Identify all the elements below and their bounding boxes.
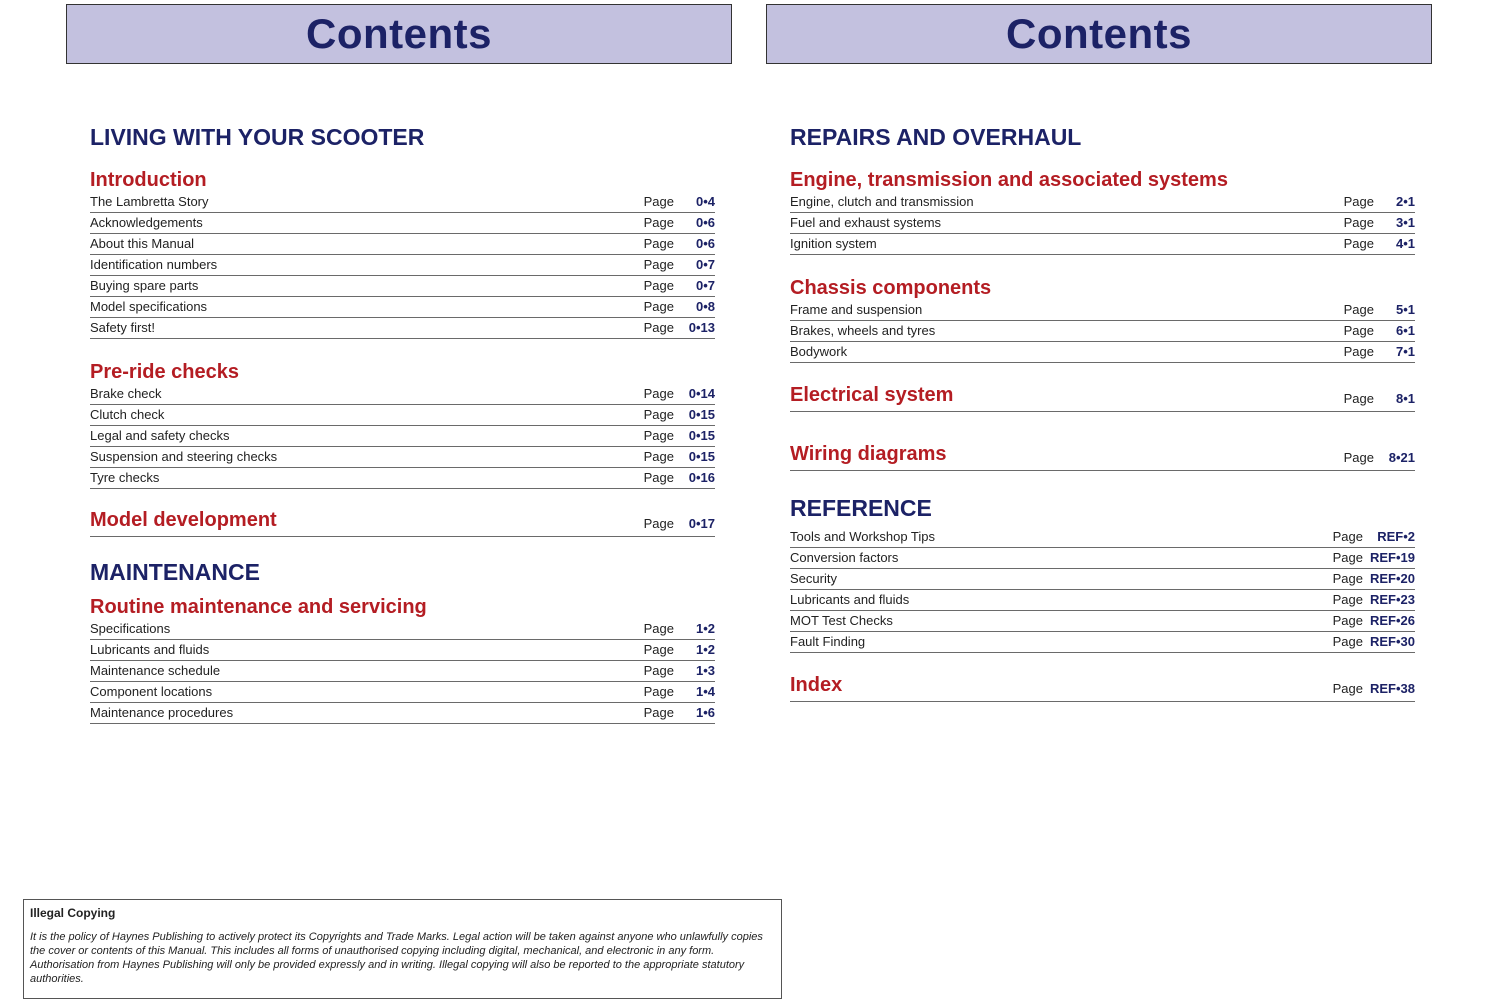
section-title-electrical: Electrical system	[790, 384, 954, 406]
page-word: Page	[1332, 550, 1363, 565]
page-word: Page	[643, 215, 674, 230]
contents-banner-left	[66, 4, 732, 64]
left-column	[90, 118, 715, 724]
toc-row[interactable]	[790, 321, 1415, 342]
toc-row-index[interactable]	[790, 673, 1415, 702]
toc-row[interactable]	[790, 548, 1415, 569]
page-number: 7•1	[1395, 344, 1415, 359]
page-number: 0•15	[688, 449, 715, 464]
part-heading: LIVING WITH YOUR SCOOTER	[90, 124, 425, 150]
page-word: Page	[643, 257, 674, 272]
page-word: Page	[643, 663, 674, 678]
toc-label: Specifications	[90, 621, 171, 636]
page-number: REF•2	[1377, 529, 1415, 544]
toc-label: Identification numbers	[90, 257, 218, 272]
toc-row[interactable]	[90, 213, 715, 234]
page-word: Page	[1343, 215, 1374, 230]
toc-label: Tools and Workshop Tips	[790, 529, 935, 544]
toc-label: Buying spare parts	[90, 278, 199, 293]
page-number: 1•3	[695, 663, 715, 678]
part-heading: REFERENCE	[790, 495, 932, 521]
page-word: Page	[1332, 592, 1363, 607]
page-word: Page	[643, 278, 674, 293]
page-number: 8•1	[1395, 391, 1415, 406]
page-word: Page	[1343, 391, 1374, 406]
section-preride	[90, 384, 715, 489]
banner-title: Contents	[306, 10, 492, 57]
toc-label: Engine, clutch and transmission	[790, 194, 974, 209]
page-word: Page	[643, 642, 674, 657]
page-number: 0•7	[695, 278, 715, 293]
page-number: 0•8	[695, 299, 715, 314]
page-number: REF•20	[1369, 571, 1415, 586]
toc-label: The Lambretta Story	[90, 194, 209, 209]
toc-label: Suspension and steering checks	[90, 449, 278, 464]
page-number: 1•2	[695, 642, 715, 657]
section-title-preride: Pre-ride checks	[90, 361, 239, 383]
page-number: 6•1	[1395, 323, 1415, 338]
page-word: Page	[1332, 613, 1363, 628]
toc-row[interactable]	[790, 234, 1415, 255]
toc-row[interactable]	[90, 426, 715, 447]
page-word: Page	[643, 470, 674, 485]
page-number: 0•14	[688, 386, 715, 401]
toc-row-wiring[interactable]	[790, 442, 1415, 471]
toc-label: Brake check	[90, 386, 162, 401]
page-word: Page	[1332, 529, 1363, 544]
toc-row[interactable]	[90, 384, 715, 405]
toc-label: Fuel and exhaust systems	[790, 215, 942, 230]
page-number: 0•15	[688, 407, 715, 422]
page-word: Page	[643, 516, 674, 531]
section-title-introduction: Introduction	[90, 169, 207, 191]
toc-label: Maintenance procedures	[90, 705, 234, 720]
toc-row[interactable]	[790, 569, 1415, 590]
page-word: Page	[643, 386, 674, 401]
banner-title: Contents	[1006, 10, 1192, 57]
page-word: Page	[643, 684, 674, 699]
page-word: Page	[1343, 194, 1374, 209]
page-number: 0•15	[688, 428, 715, 443]
page-word: Page	[643, 407, 674, 422]
toc-label: About this Manual	[90, 236, 195, 251]
toc-row[interactable]	[90, 297, 715, 318]
section-title-index: Index	[790, 674, 843, 696]
toc-label: Clutch check	[90, 407, 165, 422]
toc-row[interactable]	[90, 682, 715, 703]
toc-label: Lubricants and fluids	[90, 642, 210, 657]
toc-row[interactable]	[90, 405, 715, 426]
page-word: Page	[1343, 302, 1374, 317]
toc-row[interactable]	[90, 276, 715, 297]
page-word: Page	[1332, 634, 1363, 649]
page-number: REF•19	[1369, 550, 1415, 565]
toc-row-electrical[interactable]	[790, 383, 1415, 412]
page-number: 0•17	[688, 516, 715, 531]
toc-label: Brakes, wheels and tyres	[790, 323, 936, 338]
page-number: REF•26	[1369, 613, 1415, 628]
toc-label: Lubricants and fluids	[790, 592, 910, 607]
notice-title: Illegal Copying	[30, 906, 116, 920]
toc-row[interactable]	[90, 619, 715, 640]
toc-row[interactable]	[790, 300, 1415, 321]
section-title-chassis: Chassis components	[790, 277, 992, 299]
notice-body: It is the policy of Haynes Publishing to actively protect its Copyrights and Trade Marks. Legal action will be taken against anyone who unlawfully copies the cover or contents of this Manual. This includes all forms of unauthorised copying including digital, mechanical, and electronic in any form. Authorisation from Haynes Publishing will only be provided expressly and in writing. Illegal copying will also be reported to the appropriate statutory authorities.	[30, 931, 763, 985]
right-column	[790, 118, 1415, 702]
page-word: Page	[643, 705, 674, 720]
page-word: Page	[643, 428, 674, 443]
page-word: Page	[643, 194, 674, 209]
toc-row-model-development[interactable]	[90, 508, 715, 537]
page-number: 0•7	[695, 257, 715, 272]
toc-label: Tyre checks	[90, 470, 160, 485]
section-reference	[790, 527, 1415, 653]
illegal-copying-notice	[23, 899, 782, 999]
toc-label: Conversion factors	[790, 550, 899, 565]
page-number: 1•2	[695, 621, 715, 636]
toc-row[interactable]	[790, 342, 1415, 363]
toc-row[interactable]	[90, 468, 715, 489]
toc-row[interactable]	[90, 318, 715, 339]
page-word: Page	[1343, 323, 1374, 338]
toc-label: MOT Test Checks	[790, 613, 893, 628]
page-word: Page	[643, 449, 674, 464]
toc-row[interactable]	[90, 192, 715, 213]
section-introduction	[90, 192, 715, 339]
section-title-wiring: Wiring diagrams	[790, 443, 947, 465]
section-routine	[90, 619, 715, 724]
part-heading: MAINTENANCE	[90, 559, 260, 585]
toc-label: Legal and safety checks	[90, 428, 230, 443]
page-number: 4•1	[1395, 236, 1415, 251]
toc-row[interactable]	[790, 213, 1415, 234]
page-word: Page	[1343, 450, 1374, 465]
toc-row[interactable]	[90, 703, 715, 724]
toc-row[interactable]	[90, 447, 715, 468]
toc-label: Frame and suspension	[790, 302, 923, 317]
toc-label: Model specifications	[90, 299, 208, 314]
section-chassis	[790, 300, 1415, 363]
section-title-model-development: Model development	[90, 509, 277, 531]
page-number: REF•30	[1369, 634, 1415, 649]
toc-row[interactable]	[90, 661, 715, 682]
toc-label: Ignition system	[790, 236, 877, 251]
page-number: 0•6	[695, 215, 715, 230]
page-number: 1•4	[695, 684, 715, 699]
toc-label: Security	[790, 571, 837, 586]
page-number: 3•1	[1395, 215, 1415, 230]
page-number: REF•23	[1369, 592, 1415, 607]
toc-row[interactable]	[90, 255, 715, 276]
toc-label: Safety first!	[90, 320, 156, 335]
toc-row[interactable]	[790, 527, 1415, 548]
toc-label: Bodywork	[790, 344, 848, 359]
page-word: Page	[1332, 681, 1363, 696]
page-word: Page	[643, 621, 674, 636]
section-engine	[790, 192, 1415, 255]
page-number: 8•21	[1388, 450, 1415, 465]
page-word: Page	[643, 236, 674, 251]
page-number: REF•38	[1369, 681, 1415, 696]
page-number: 0•4	[695, 194, 715, 209]
page-word: Page	[1332, 571, 1363, 586]
part-heading: REPAIRS AND OVERHAUL	[790, 124, 1082, 150]
section-title-routine: Routine maintenance and servicing	[90, 596, 427, 618]
toc-label: Maintenance schedule	[90, 663, 221, 678]
page-word: Page	[643, 320, 674, 335]
toc-row[interactable]	[790, 611, 1415, 632]
section-title-engine: Engine, transmission and associated systems	[790, 169, 1228, 191]
page-number: 1•6	[695, 705, 715, 720]
toc-row[interactable]	[790, 192, 1415, 213]
toc-row[interactable]	[90, 234, 715, 255]
page-number: 0•6	[695, 236, 715, 251]
page-number: 0•16	[688, 470, 715, 485]
contents-banner-right	[766, 4, 1432, 64]
page-number: 0•13	[688, 320, 715, 335]
toc-label: Acknowledgements	[90, 215, 203, 230]
toc-row[interactable]	[790, 632, 1415, 653]
page-word: Page	[643, 299, 674, 314]
page-word: Page	[1343, 236, 1374, 251]
toc-row[interactable]	[90, 640, 715, 661]
page-number: 5•1	[1395, 302, 1415, 317]
page-word: Page	[1343, 344, 1374, 359]
toc-row[interactable]	[790, 590, 1415, 611]
page-number: 2•1	[1395, 194, 1415, 209]
toc-label: Component locations	[90, 684, 213, 699]
toc-label: Fault Finding	[790, 634, 866, 649]
